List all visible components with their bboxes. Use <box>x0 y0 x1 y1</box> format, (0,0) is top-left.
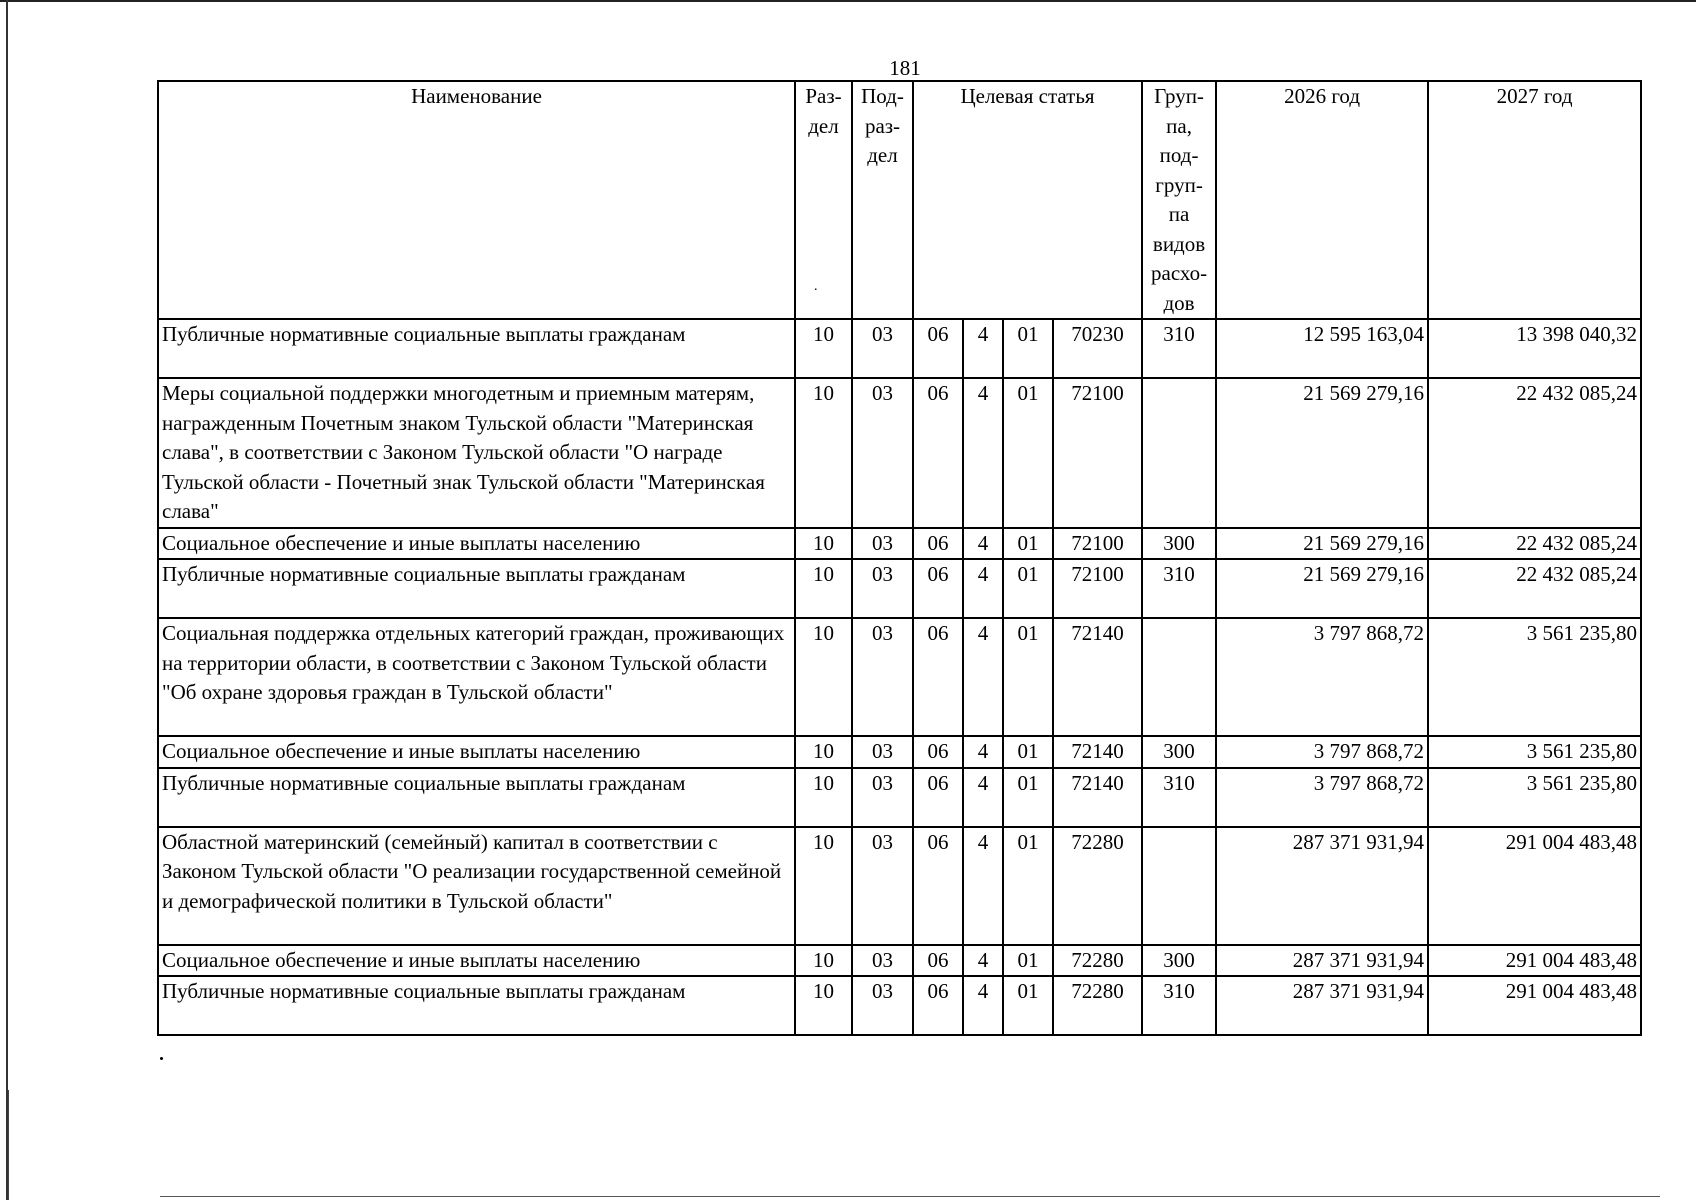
row-cs-program: 06 <box>913 736 963 768</box>
row-podrazdel: 03 <box>852 768 913 827</box>
row-razdel: 10 <box>795 528 852 560</box>
row-podrazdel: 03 <box>852 945 913 977</box>
row-value-2026: 287 371 931,94 <box>1216 976 1428 1035</box>
row-podrazdel: 03 <box>852 976 913 1035</box>
row-cs-program: 06 <box>913 618 963 736</box>
row-razdel: 10 <box>795 976 852 1035</box>
row-cs-program: 06 <box>913 768 963 827</box>
row-cs-structure: 01 <box>1003 559 1053 618</box>
row-cs-structure: 01 <box>1003 618 1053 736</box>
table-row <box>158 827 1641 945</box>
row-cs-type: 4 <box>963 378 1003 528</box>
row-cs-direction: 72100 <box>1053 378 1142 528</box>
row-cs-direction: 72280 <box>1053 945 1142 977</box>
row-podrazdel: 03 <box>852 618 913 736</box>
row-group <box>1142 827 1216 945</box>
header-2027: 2027 год <box>1428 81 1641 319</box>
header-razdel: Раз- дел <box>795 81 852 319</box>
row-value-2027: 22 432 085,24 <box>1428 559 1641 618</box>
row-value-2026: 21 569 279,16 <box>1216 559 1428 618</box>
row-razdel: 10 <box>795 559 852 618</box>
row-cs-direction: 72100 <box>1053 559 1142 618</box>
header-name-label: Наименование <box>411 84 542 108</box>
row-cs-type: 4 <box>963 768 1003 827</box>
row-group: 300 <box>1142 528 1216 560</box>
row-value-2027: 22 432 085,24 <box>1428 528 1641 560</box>
row-cs-direction: 72100 <box>1053 528 1142 560</box>
row-cs-structure: 01 <box>1003 378 1053 528</box>
table-row <box>158 736 1641 768</box>
table-body <box>158 319 1641 1035</box>
row-value-2027: 3 561 235,80 <box>1428 736 1641 768</box>
header-gruppa: Груп- па, под- груп- па видов расхо- дов <box>1142 81 1216 319</box>
page-number: 181 <box>889 56 921 80</box>
table-row <box>158 378 1641 528</box>
row-cs-program: 06 <box>913 945 963 977</box>
row-cs-structure: 01 <box>1003 319 1053 378</box>
row-cs-type: 4 <box>963 736 1003 768</box>
row-group: 310 <box>1142 559 1216 618</box>
scan-bottom-line <box>160 1196 1660 1197</box>
row-cs-program: 06 <box>913 378 963 528</box>
header-name <box>158 81 818 319</box>
row-value-2027: 13 398 040,32 <box>1428 319 1641 378</box>
row-name: Публичные нормативные социальные выплаты гражданам <box>158 976 795 1035</box>
row-value-2026: 21 569 279,16 <box>1216 378 1428 528</box>
row-name: Социальное обеспечение и иные выплаты населению <box>158 945 795 977</box>
row-value-2027: 291 004 483,48 <box>1428 976 1641 1035</box>
row-value-2027: 291 004 483,48 <box>1428 827 1641 945</box>
row-cs-type: 4 <box>963 559 1003 618</box>
stray-dot <box>160 1057 163 1060</box>
row-cs-structure: 01 <box>1003 945 1053 977</box>
row-value-2027: 22 432 085,24 <box>1428 378 1641 528</box>
row-razdel: 10 <box>795 945 852 977</box>
row-cs-direction: 72140 <box>1053 618 1142 736</box>
row-podrazdel: 03 <box>852 528 913 560</box>
table-header-row <box>158 81 1641 319</box>
row-group: 300 <box>1142 945 1216 977</box>
row-razdel: 10 <box>795 827 852 945</box>
row-cs-type: 4 <box>963 528 1003 560</box>
row-cs-program: 06 <box>913 528 963 560</box>
row-group <box>1142 618 1216 736</box>
row-value-2027: 3 561 235,80 <box>1428 618 1641 736</box>
row-cs-direction: 72140 <box>1053 768 1142 827</box>
row-value-2026: 3 797 868,72 <box>1216 618 1428 736</box>
row-name: Социальное обеспечение и иные выплаты населению <box>158 736 795 768</box>
row-value-2026: 21 569 279,16 <box>1216 528 1428 560</box>
scan-left-border <box>6 0 8 1200</box>
table-row <box>158 559 1641 618</box>
row-group: 310 <box>1142 319 1216 378</box>
row-cs-program: 06 <box>913 976 963 1035</box>
row-value-2026: 287 371 931,94 <box>1216 945 1428 977</box>
header-mark: . <box>814 279 818 294</box>
row-value-2027: 291 004 483,48 <box>1428 945 1641 977</box>
table-row <box>158 319 1641 378</box>
row-cs-structure: 01 <box>1003 768 1053 827</box>
row-cs-program: 06 <box>913 559 963 618</box>
row-cs-type: 4 <box>963 827 1003 945</box>
row-name: Публичные нормативные социальные выплаты гражданам <box>158 768 795 827</box>
row-razdel: 10 <box>795 736 852 768</box>
row-podrazdel: 03 <box>852 559 913 618</box>
table-row <box>158 768 1641 827</box>
row-cs-program: 06 <box>913 319 963 378</box>
header-podrazdel: Под- раз- дел <box>852 81 913 319</box>
row-podrazdel: 03 <box>852 378 913 528</box>
row-group: 310 <box>1142 768 1216 827</box>
budget-table <box>157 80 1642 1036</box>
row-cs-direction: 70230 <box>1053 319 1142 378</box>
table-row <box>158 945 1641 977</box>
row-name: Публичные нормативные социальные выплаты гражданам <box>158 559 795 618</box>
row-razdel: 10 <box>795 618 852 736</box>
row-cs-program: 06 <box>913 827 963 945</box>
row-name: Публичные нормативные социальные выплаты гражданам <box>158 319 795 378</box>
row-name: Меры социальной поддержки многодетным и приемным матерям, награжденным Почетным знаком Тульской области "Материнская слава", в соответствии с Законом Тульской области "О награде Тульской области - Почетный знак Тульской области "Материнская слава" <box>158 378 795 528</box>
row-value-2026: 3 797 868,72 <box>1216 768 1428 827</box>
row-razdel: 10 <box>795 378 852 528</box>
scan-artifact <box>8 1090 17 1200</box>
row-razdel: 10 <box>795 768 852 827</box>
row-cs-type: 4 <box>963 976 1003 1035</box>
row-podrazdel: 03 <box>852 319 913 378</box>
row-name: Областной материнский (семейный) капитал в соответствии с Законом Тульской области "О реализации государственной семейной и демографической политики в Тульской области" <box>158 827 795 945</box>
header-celevaya-statya: Целевая статья <box>913 81 1142 319</box>
row-value-2027: 3 561 235,80 <box>1428 768 1641 827</box>
table-row <box>158 528 1641 560</box>
row-name: Социальное обеспечение и иные выплаты населению <box>158 528 795 560</box>
row-cs-structure: 01 <box>1003 528 1053 560</box>
row-cs-direction: 72280 <box>1053 827 1142 945</box>
header-2026: 2026 год <box>1216 81 1428 319</box>
row-group <box>1142 378 1216 528</box>
row-cs-structure: 01 <box>1003 827 1053 945</box>
row-podrazdel: 03 <box>852 736 913 768</box>
row-razdel: 10 <box>795 319 852 378</box>
scan-top-border <box>0 0 1696 2</box>
row-cs-direction: 72140 <box>1053 736 1142 768</box>
row-value-2026: 12 595 163,04 <box>1216 319 1428 378</box>
row-value-2026: 287 371 931,94 <box>1216 827 1428 945</box>
row-cs-direction: 72280 <box>1053 976 1142 1035</box>
row-cs-type: 4 <box>963 319 1003 378</box>
table-row <box>158 976 1641 1035</box>
row-cs-type: 4 <box>963 945 1003 977</box>
row-group: 300 <box>1142 736 1216 768</box>
row-group: 310 <box>1142 976 1216 1035</box>
table-row <box>158 618 1641 736</box>
row-podrazdel: 03 <box>852 827 913 945</box>
row-cs-structure: 01 <box>1003 976 1053 1035</box>
row-name: Социальная поддержка отдельных категорий граждан, проживающих на территории области, в соответствии с Законом Тульской области "Об охране здоровья граждан в Тульской области" <box>158 618 795 736</box>
row-value-2026: 3 797 868,72 <box>1216 736 1428 768</box>
row-cs-type: 4 <box>963 618 1003 736</box>
row-cs-structure: 01 <box>1003 736 1053 768</box>
